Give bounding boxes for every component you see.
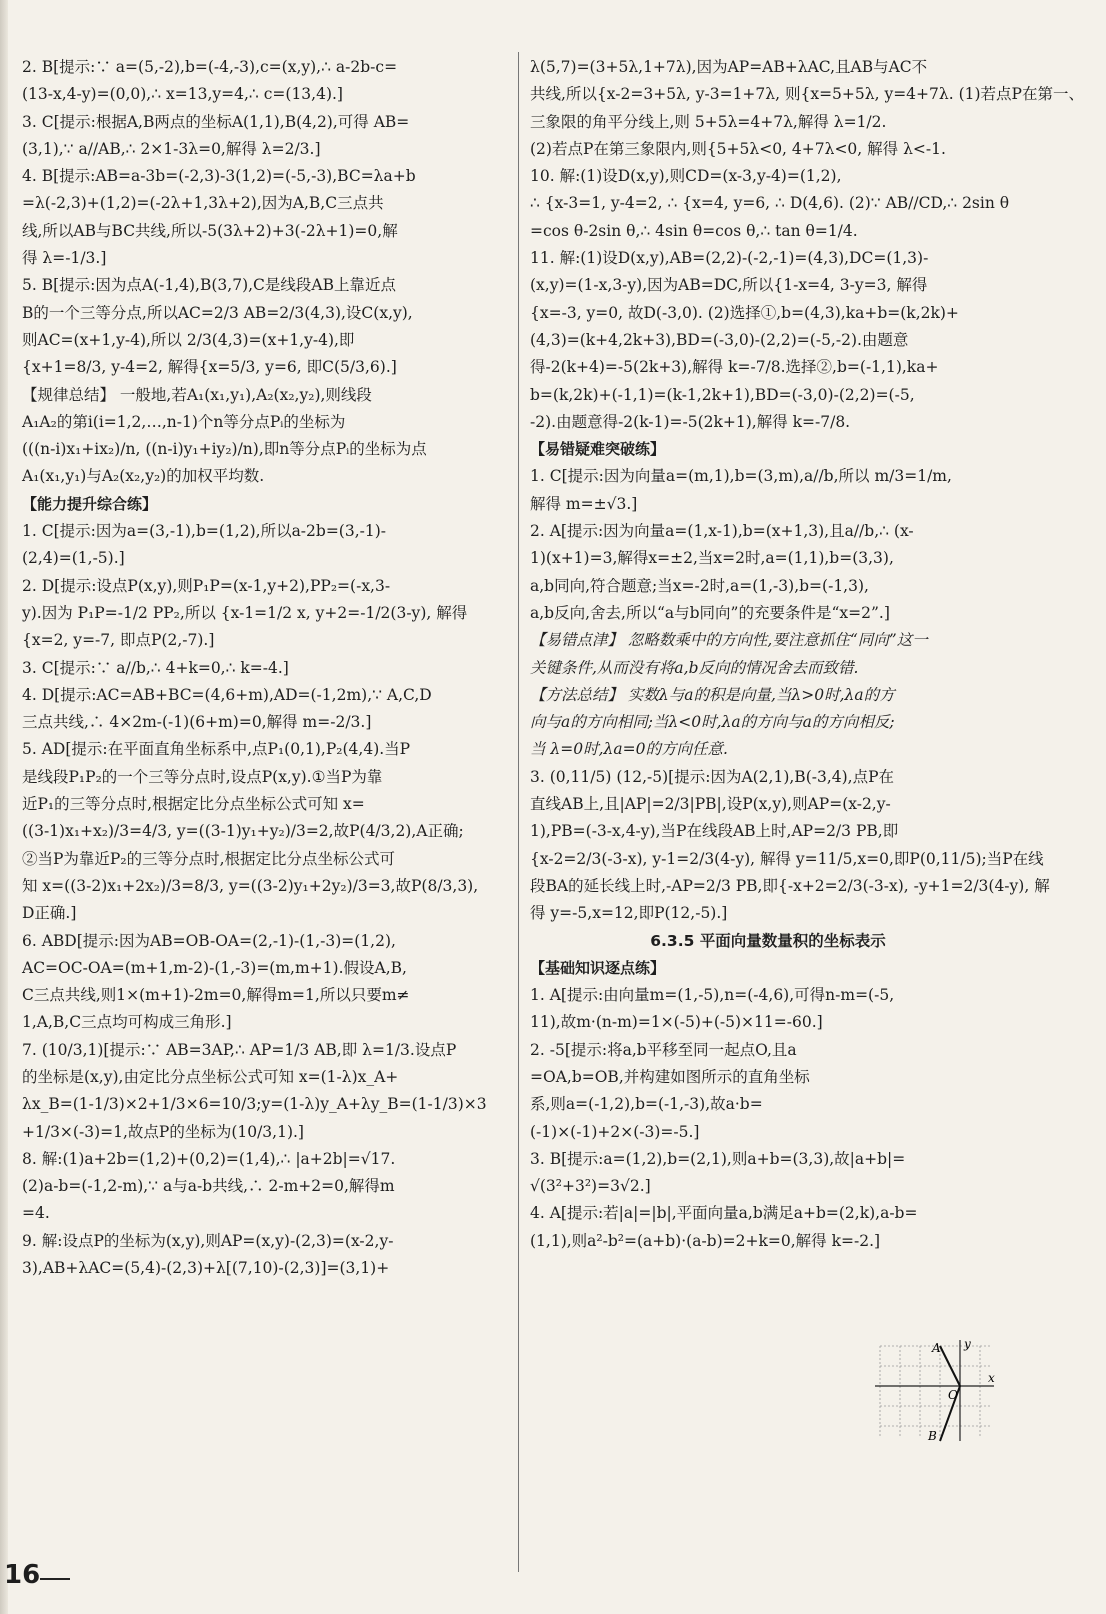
text-line: √(3²+3²)=3√2.]: [530, 1177, 651, 1196]
text-line: b=(k,2k)+(-1,1)=(k-1,2k+1),BD=(-3,0)-(2,2)=(-5,: [530, 385, 915, 404]
text-line: 3. (0,11/5) (12,-5)[提示:因为A(2,1),B(-3,4),点P在: [530, 767, 895, 786]
text-line: 3. B[提示:a=(1,2),b=(2,1),则a+b=(3,3),故|a+b|=: [530, 1149, 906, 1168]
text-line: 段BA的延长线上时,-AP=2/3 PB,即{-x+2=2/3(-3-x), -y+1=2/3(4-y), 解: [530, 876, 1050, 895]
text-line: (1,1),则a²-b²=(a+b)·(a-b)=2+k=0,解得 k=-2.]: [530, 1231, 881, 1250]
text-line: 近P₁的三等分点时,根据定比分点坐标公式可知 x=: [22, 795, 365, 814]
text-line: ((3-1)x₁+x₂)/3=4/3, y=((3-1)y₁+y₂)/3=2,故P(4/3,2),A正确;: [22, 822, 464, 841]
label-b: B: [928, 1429, 937, 1443]
text-line: (x,y)=(1-x,3-y),因为AB=DC,所以{1-x=4, 3-y=3, 解得: [530, 276, 928, 295]
text-line: 1. C[提示:因为向量a=(m,1),b=(3,m),a//b,所以 m/3=1/m,: [530, 467, 952, 486]
section-title: 6.3.5 平面向量数量积的坐标表示: [650, 931, 886, 950]
text-line: D正确.]: [22, 904, 77, 923]
page-number-rule: [40, 1578, 70, 1580]
text-line: A₁(x₁,y₁)与A₂(x₂,y₂)的加权平均数.: [22, 467, 265, 486]
text-line: 是线段P₁P₂的一个三等分点时,设点P(x,y).①当P为靠: [22, 767, 383, 786]
text-line: A₁A₂的第i(i=1,2,…,n-1)个n等分点Pᵢ的坐标为: [22, 412, 346, 431]
text-line: 则AC=(x+1,y-4),所以 2/3(4,3)=(x+1,y-4),即: [22, 330, 355, 349]
text-line: 【规律总结】 一般地,若A₁(x₁,y₁),A₂(x₂,y₂),则线段: [22, 385, 372, 404]
text-line: 1,A,B,C三点均可构成三角形.]: [22, 1013, 232, 1032]
text-line: {x+1=8/3, y-4=2, 解得{x=5/3, y=6, 即C(5/3,6).]: [22, 358, 397, 377]
text-line: C三点共线,则1×(m+1)-2m=0,解得m=1,所以只要m≠: [22, 986, 410, 1005]
text-line: (13-x,4-y)=(0,0),∴ x=13,y=4,∴ c=(13,4).]: [22, 85, 343, 104]
text-line: AC=OC-OA=(m+1,m-2)-(1,-3)=(m,m+1).假设A,B,: [22, 958, 407, 977]
tip-note: 当 λ=0时,λa=0的方向任意.: [530, 740, 728, 759]
text-line: 3. C[提示:根据A,B两点的坐标A(1,1),B(4,2),可得 AB=: [22, 112, 410, 131]
text-line: 1. C[提示:因为a=(3,-1),b=(1,2),所以a-2b=(3,-1)-: [22, 522, 387, 541]
text-line: 4. B[提示:AB=a-3b=(-2,3)-3(1,2)=(-5,-3),BC=λa+b: [22, 167, 416, 186]
text-line: 5. B[提示:因为点A(-1,4),B(3,7),C是线段AB上靠近点: [22, 276, 396, 295]
text-line: (4,3)=(k+4,2k+3),BD=(-3,0)-(2,2)=(-5,-2).由题意: [530, 330, 909, 349]
text-line: (2)a-b=(-1,2-m),∵ a与a-b共线,∴ 2-m+2=0,解得m: [22, 1177, 395, 1196]
text-line: 3. C[提示:∵ a//b,∴ 4+k=0,∴ k=-4.]: [22, 658, 289, 677]
text-line: 4. D[提示:AC=AB+BC=(4,6+m),AD=(-1,2m),∵ A,C,D: [22, 685, 432, 704]
tip-note: 关键条件,从而没有将a,b反向的情况舍去而致错.: [530, 658, 859, 677]
right-column: [530, 54, 1084, 1255]
text-line: 1)(x+1)=3,解得x=±2,当x=2时,a=(1,1),b=(3,3),: [530, 549, 894, 568]
text-line: 2. -5[提示:将a,b平移至同一起点O,且a: [530, 1040, 797, 1059]
text-line: =OA,b=OB,并构建如图所示的直角坐标: [530, 1067, 810, 1086]
text-line: 2. B[提示:∵ a=(5,-2),b=(-4,-3),c=(x,y),∴ a-2b-c=: [22, 58, 398, 76]
text-line: B的一个三等分点,所以AC=2/3 AB=2/3(4,3),设C(x,y),: [22, 303, 413, 322]
text-line: 4. A[提示:若|a|=|b|,平面向量a,b满足a+b=(2,k),a-b=: [530, 1204, 918, 1223]
tip-note: 【易错点津】 忽略数乘中的方向性,要注意抓住“同向”这一: [530, 631, 928, 650]
text-line: 10. 解:(1)设D(x,y),则CD=(x-3,y-4)=(1,2),: [530, 167, 842, 186]
figure-grid: [880, 1346, 990, 1436]
vector-grid-figure: [870, 1336, 1000, 1446]
tip-note: 【方法总结】 实数λ与a的积是向量,当λ>0时,λa的方: [530, 685, 895, 704]
text-line: 得-2(k+4)=-5(2k+3),解得 k=-7/8.选择②,b=(-1,1),ka+: [530, 358, 939, 377]
text-line: 5. AD[提示:在平面直角坐标系中,点P₁(0,1),P₂(4,4).当P: [22, 740, 411, 759]
text-line: 系,则a=(-1,2),b=(-1,-3),故a·b=: [530, 1095, 763, 1114]
text-line: 2. D[提示:设点P(x,y),则P₁P=(x-1,y+2),PP₂=(-x,3-: [22, 576, 391, 595]
section-heading: 【基础知识逐点练】: [530, 958, 666, 977]
text-line: 共线,所以{x-2=3+5λ, y-3=1+7λ, 则{x=5+5λ, y=4+7λ. (1)若点P在第一、: [530, 85, 1084, 104]
text-line: 7. (10/3,1)[提示:∵ AB=3AP,∴ AP=1/3 AB,即 λ=1/3.设点P: [22, 1040, 457, 1059]
label-y-axis: y: [964, 1337, 971, 1351]
text-line: 解得 m=±√3.]: [530, 494, 638, 513]
text-line: λx_B=(1-1/3)×2+1/3×6=10/3;y=(1-λ)y_A+λy_B=(1-1/3)×3: [22, 1095, 487, 1114]
text-line: -2).由题意得-2(k-1)=-5(2k+1),解得 k=-7/8.: [530, 412, 851, 431]
label-origin: O: [948, 1388, 958, 1402]
column-divider: [518, 52, 519, 1572]
text-line: 线,所以AB与BC共线,所以-5(3λ+2)+3(-2λ+1)=0,解: [22, 221, 398, 240]
section-heading: 【易错疑难突破练】: [530, 440, 666, 459]
text-line: 1),PB=(-3-x,4-y),当P在线段AB上时,AP=2/3 PB,即: [530, 822, 899, 841]
text-line: y).因为 P₁P=-1/2 PP₂,所以 {x-1=1/2 x, y+2=-1/2(3-y), 解得: [22, 603, 468, 622]
text-line: (((n-i)x₁+ix₂)/n, ((n-i)y₁+iy₂)/n),即n等分点Pᵢ的坐标为点: [22, 440, 427, 459]
tip-note: 向与a的方向相同;当λ<0时,λa的方向与a的方向相反;: [530, 713, 895, 732]
text-line: 9. 解:设点P的坐标为(x,y),则AP=(x,y)-(2,3)=(x-2,y-: [22, 1231, 394, 1250]
text-line: ∴ {x-3=1, y-4=2, ∴ {x=4, y=6, ∴ D(4,6). (2)∵ AB//CD,∴ 2sin θ: [530, 194, 1010, 213]
text-line: 1. A[提示:由向量m=(1,-5),n=(-4,6),可得n-m=(-5,: [530, 986, 895, 1005]
text-line: ②当P为靠近P₂的三等分点时,根据定比分点坐标公式可: [22, 849, 396, 868]
text-line: {x=-3, y=0, 故D(-3,0). (2)选择①,b=(4,3),ka+b=(k,2k)+: [530, 303, 959, 322]
text-line: (2)若点P在第三象限内,则{5+5λ<0, 4+7λ<0, 解得 λ<-1.: [530, 139, 946, 158]
text-line: 的坐标是(x,y),由定比分点坐标公式可知 x=(1-λ)x_A+: [22, 1067, 399, 1086]
text-line: 11. 解:(1)设D(x,y),AB=(2,2)-(-2,-1)=(4,3),DC=(1,3)-: [530, 249, 929, 268]
text-line: 3),AB+λAC=(5,4)-(2,3)+λ[(7,10)-(2,3)]=(3,1)+: [22, 1259, 390, 1278]
label-a: A: [932, 1341, 941, 1355]
left-column: [22, 54, 512, 1282]
text-line: 6. ABD[提示:因为AB=OB-OA=(2,-1)-(1,-3)=(1,2),: [22, 931, 396, 950]
section-heading: 【能力提升综合练】: [22, 494, 158, 513]
text-line: (3,1),∵ a//AB,∴ 2×1-3λ=0,解得 λ=2/3.]: [22, 139, 321, 158]
text-line: =4.: [22, 1204, 50, 1223]
text-line: a,b同向,符合题意;当x=-2时,a=(1,-3),b=(-1,3),: [530, 576, 869, 595]
text-line: +1/3×(-3)=1,故点P的坐标为(10/3,1).]: [22, 1122, 304, 1141]
text-line: 得 λ=-1/3.]: [22, 249, 107, 268]
text-line: a,b反向,舍去,所以“a与b同向”的充要条件是“x=2”.]: [530, 603, 890, 622]
text-line: 得 y=-5,x=12,即P(12,-5).]: [530, 904, 728, 923]
text-line: 知 x=((3-2)x₁+2x₂)/3=8/3, y=((3-2)y₁+2y₂)/3=3,故P(8/3,3),: [22, 876, 479, 895]
page-number: 16: [4, 1560, 41, 1590]
label-x-axis: x: [988, 1371, 995, 1385]
text-line: {x=2, y=-7, 即点P(2,-7).]: [22, 631, 215, 650]
text-line: {x-2=2/3(-3-x), y-1=2/3(4-y), 解得 y=11/5,x=0,即P(0,11/5);当P在线: [530, 849, 1044, 868]
text-line: (2,4)=(1,-5).]: [22, 549, 125, 568]
text-line: (-1)×(-1)+2×(-3)=-5.]: [530, 1122, 700, 1141]
text-line: 11),故m·(n-m)=1×(-5)+(-5)×11=-60.]: [530, 1013, 823, 1032]
text-line: 2. A[提示:因为向量a=(1,x-1),b=(x+1,3),且a//b,∴ (x-: [530, 522, 914, 541]
text-line: 三象限的角平分线上,则 5+5λ=4+7λ,解得 λ=1/2.: [530, 112, 887, 131]
text-line: 三点共线,∴ 4×2m-(-1)(6+m)=0,解得 m=-2/3.]: [22, 713, 372, 732]
text-line: =λ(-2,3)+(1,2)=(-2λ+1,3λ+2),因为A,B,C三点共: [22, 194, 384, 213]
text-line: 8. 解:(1)a+2b=(1,2)+(0,2)=(1,4),∴ |a+2b|=√17.: [22, 1149, 396, 1168]
text-line: 直线AB上,且|AP|=2/3|PB|,设P(x,y),则AP=(x-2,y-: [530, 795, 891, 814]
page-edge: [0, 0, 8, 1614]
text-line: λ(5,7)=(3+5λ,1+7λ),因为AP=AB+λAC,且AB与AC不: [530, 58, 928, 76]
text-line: =cos θ-2sin θ,∴ 4sin θ=cos θ,∴ tan θ=1/4.: [530, 221, 858, 240]
